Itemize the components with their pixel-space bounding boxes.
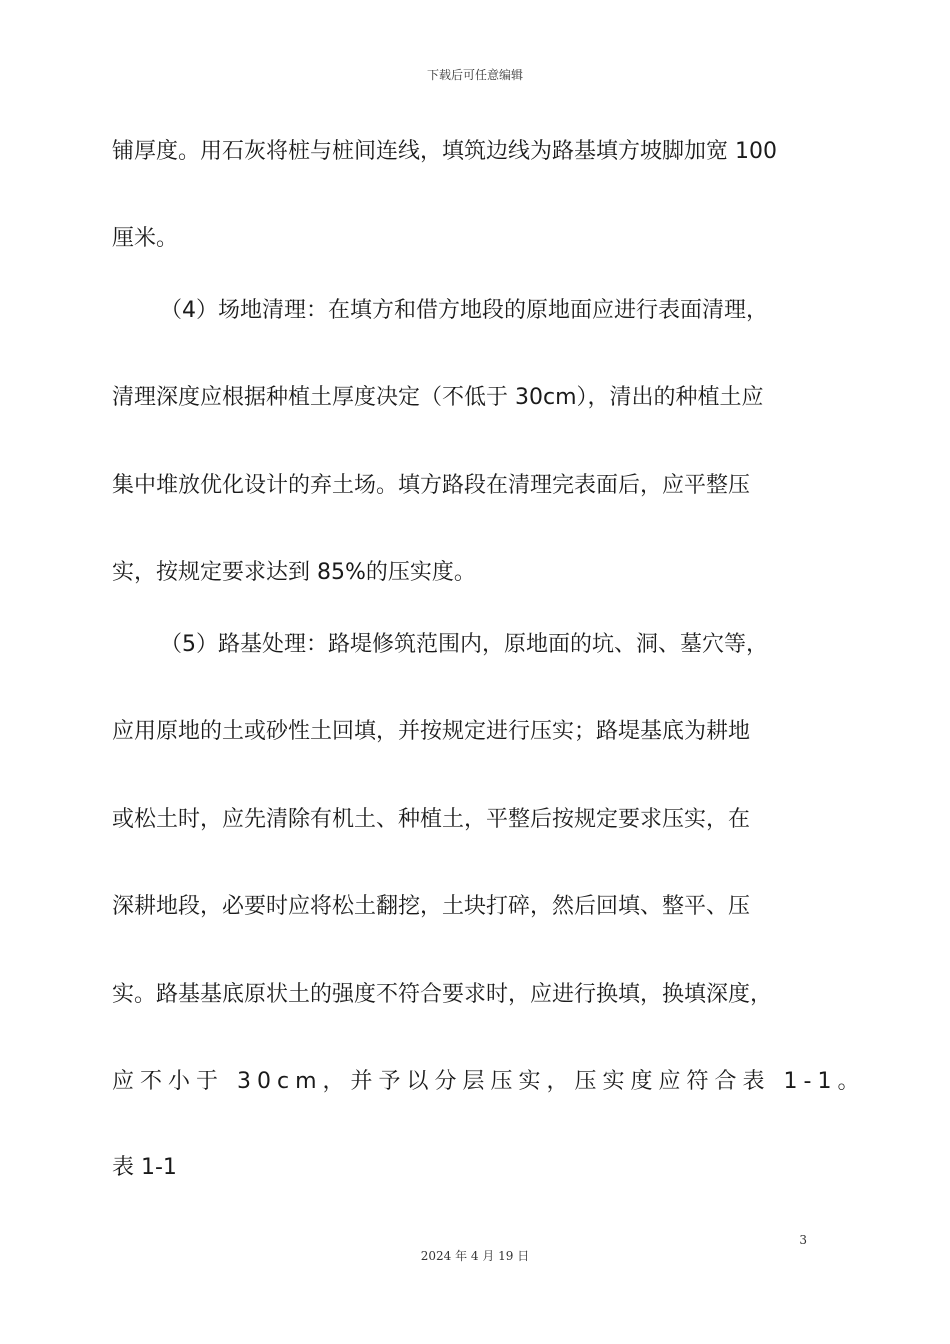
paragraph-line: 或松土时，应先清除有机土、种植土，平整后按规定要求压实，在 <box>112 807 751 832</box>
paragraph-line: 集中堆放优化设计的弃土场。填方路段在清理完表面后，应平整压 <box>112 473 751 498</box>
paragraph-line: （4）场地清理：在填方和借方地段的原地面应进行表面清理， <box>160 298 768 323</box>
table-caption: 表 1-1 <box>112 1155 177 1180</box>
paragraph-line: 应不小于 30cm，并予以分层压实，压实度应符合表 1-1。 <box>112 1069 866 1094</box>
page-footer-date: 2024 年 4 月 19 日 <box>420 1249 530 1263</box>
paragraph-line: 铺厚度。用石灰将桩与桩间连线，填筑边线为路基填方坡脚加宽 100 <box>112 139 777 164</box>
page-number: 3 <box>799 1233 807 1247</box>
paragraph-line: 厘米。 <box>112 226 179 251</box>
paragraph-line: 实。路基基底原状土的强度不符合要求时，应进行换填，换填深度， <box>112 982 773 1007</box>
paragraph-line: 清理深度应根据种植土厚度决定（不低于 30cm），清出的种植土应 <box>112 385 764 410</box>
paragraph-line: 应用原地的土或砂性土回填，并按规定进行压实；路堤基底为耕地 <box>112 719 751 744</box>
paragraph-line: 实，按规定要求达到 85%的压实度。 <box>112 560 476 585</box>
paragraph-line: 深耕地段，必要时应将松土翻挖，土块打碎，然后回填、整平、压 <box>112 894 751 919</box>
paragraph-line: （5）路基处理：路堤修筑范围内，原地面的坑、洞、墓穴等， <box>160 632 768 657</box>
page-header: 下载后可任意编辑 <box>426 68 523 82</box>
